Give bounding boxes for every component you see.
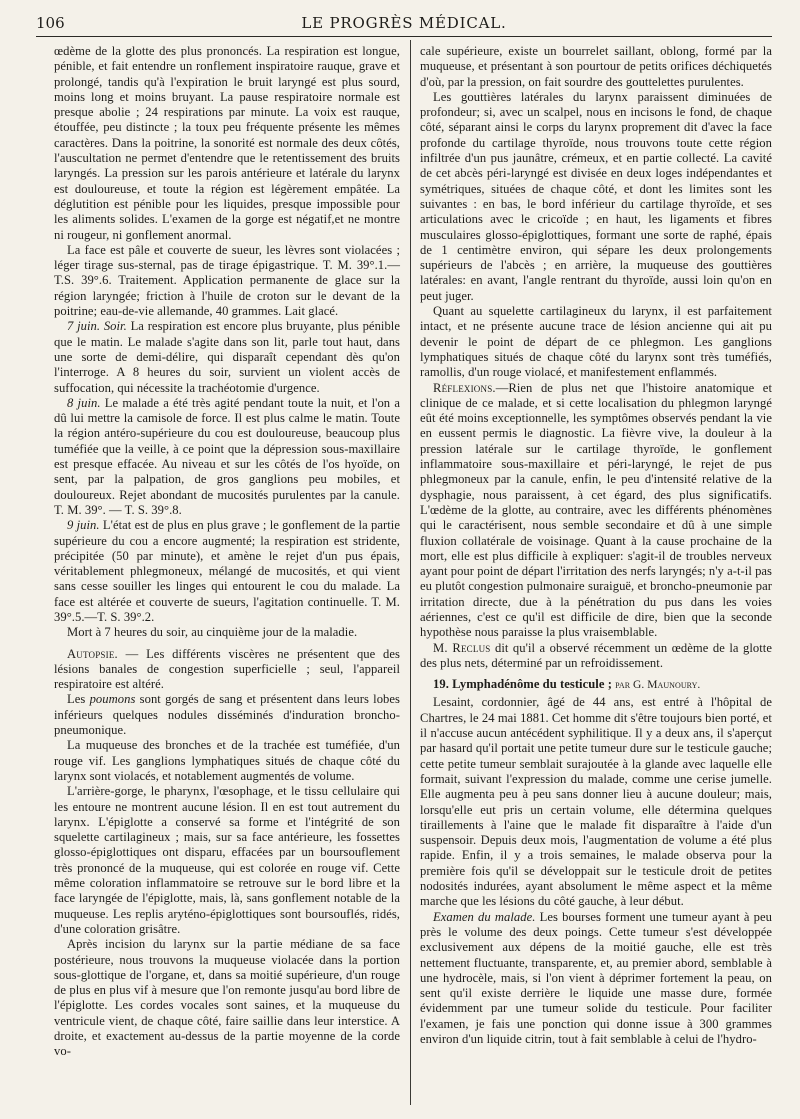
paragraph	[54, 518, 400, 625]
paragraph: Les gouttières latérales du larynx paraissent diminuées de profondeur; si, avec un scalpel, nous en incisons le fond, de chaque côté, séparant ainsi le corps du larynx proprement dit d'avec la face profonde du cartilage thyroïde, nous trouvons toute cette région infiltrée d'un pus jaunâtre, crémeux, et en partie collecté. La cavité de cet abcès péri-laryngé est divisée en deux loges indépendantes et symétriques, situées de chaque côté, et dont les limites sont les suivantes : en bas, le bord inférieur du cartilage thyroïde, et ses articulations avec le cricoïde ; en haut, les ligaments et fibres musculaires glosso-épiglottiques, formant une sorte de raphé, épais de 1 centimètre environ, qui sépare les deux prolongements supérieurs de l'abcès ; en arrière, la muqueuse des gouttières latérales: en avant, l'angle rentrant du thyroïde, aussi loin qu'on en peut juger.	[420, 89, 772, 303]
paragraph-text: Le malade a été très agité pendant toute la nuit, et l'on a dû lui mettre la camisole de force. Il est plus calme le matin. Toute la région antéro-supérieure du cou est douloureuse, beaucoup plus tuméfiée que la veille, à ce point que la dépression sous-maxillaire est presque effacée. Au niveau et sur les côtés de l'os hyoïde, on sent, par la palpation, de gros ganglions peu mobiles, et douloureux. Rejet abondant de mucosités purulentes par la canule. T. M. 39°. — T. S. 39°.8.	[54, 395, 400, 517]
paragraph: La face est pâle et couverte de sueur, les lèvres sont violacées ; léger tirage sus-sternal, pas de tirage épigastrique. T. M. 39°.1.—T.S. 39°.6. Traitement. Application permanente de glace sur la région laryngée; friction à l'huile de croton sur le devant de la poitrine; eau-de-vie allemande, 40 grammes. Lait glacé.	[54, 242, 400, 319]
running-head	[36, 12, 772, 34]
journal-title: LE PROGRÈS MÉDICAL.	[301, 14, 507, 32]
paragraph: Quant au squelette cartilagineux du larynx, il est parfaitement intact, et ne présente aucune trace de lésion ancienne qui ait pu devenir le point de départ de ce phlegmon. Les ganglions lymphatiques situés de chaque côté du larynx sont très tuméfiés, ramollis, d'un rouge violacé, et manifestement enflammés.	[420, 304, 772, 380]
section-number: 19.	[433, 677, 449, 692]
paragraph-text: dit qu'il a observé récemment un œdème de la glotte des plus nets, déterminé par un refroidissement.	[420, 640, 772, 670]
paragraph	[420, 641, 772, 672]
date-label: 8 juin.	[67, 395, 101, 410]
section-author: par G. Maunoury.	[615, 679, 701, 692]
paragraph	[54, 647, 400, 693]
paragraph	[54, 396, 400, 518]
paragraph: La muqueuse des bronches et de la trachée est tuméfiée, d'un rouge vif. Les ganglions lymphatiques situés de chaque côté du larynx sont violacés, et notablement augmentés de volume.	[54, 738, 400, 783]
page-number: 106	[36, 14, 65, 32]
paragraph: œdème de la glotte des plus prononcés. La respiration est longue, pénible, et fait entendre un ronflement inspiratoire rauque, grave et prolongé, tandis qu'à l'expiration le bruit laryngé est plus sourd, moins long et moins bruyant. La pause respiratoire normale est presque abolie ; 24 respirations par minute. La voix est rauque, étouffée, peu distincte ; la toux peu fréquente présente les mêmes caractères. Dans la poitrine, la sonorité est normale des deux côtés, l'auscultation ne permet d'entendre que le retentissement des bruits laryngés. La pression sur les parois antérieure et latérale du larynx est douloureuse, et toute la région est légèrement empâtée. La déglutition est pénible pour les liquides, presque impossible pour les aliments solides. L'examen de la gorge est négatif,et ne montre ni rougeur, ni gonflement anormal.	[54, 44, 400, 242]
paragraph: L'arrière-gorge, le pharynx, l'œsophage, et le tissu cellulaire qui les entoure ne montrent aucune lésion. Il en est tout autrement du larynx. L'épiglotte a conservé sa forme et l'intégrité de son squelette cartilagineux ; mais, sur sa face antérieure, les fossettes glosso-épiglottiques ont disparu, effacées par un boursouflement très prononcé de la muqueuse, qui est colorée en rouge vif. Cette même coloration inflammatoire se retrouve sur le bord libre et la face laryngée de l'épiglotte, mais, là, sans gonflement notable de la muqueuse. Les replis aryténo-épiglottiques sont boursouflés, ridés, d'une coloration grisâtre.	[54, 784, 400, 936]
paragraph-text: sont gorgés de sang et présentent dans leurs lobes inférieurs quelques nodules disséminés d'induration broncho-pneumonique.	[54, 692, 400, 738]
paragraph-text: —Rien de plus net que l'histoire anatomique et clinique de ce malade, et si cette localisation du phlegmon laryngé eût été moins exceptionnelle, les symptômes observés pendant la vie en eussent permis le diagnostic. La fièvre vive, la douleur à la pression latérale sur le cartilage thyroïde, le gonflement inflammatoire sous-maxillaire et péri-laryngé, le rejet de pus phlegmoneux par la canule, enfin, le peu d'intensité relative de la dysphagie, nous paraissent, à cet égard, des plus significatifs. L'œdème de la glotte, au contraire, avec les différents phénomènes qui le caractérisent, nous semble secondaire et dû à une simple fluxion collatérale de voisinage. Quant à la cause prochaine de la mort, elle est plus difficile à expliquer: s'agit-il de troubles nerveux ayant pour point de départ l'irritation des nerfs laryngés; n'y a-t-il pas eu plutôt congestion pulmonaire suraiguë, et broncho-pneumonie par irritation directe, due à la pénétration du pus dans les voies aériennes, c'est ce qu'il est difficile de dire, bien que la seconde hypothèse nous paraisse la plus vraisemblable.	[420, 380, 773, 640]
paragraph	[54, 319, 400, 395]
paragraph: Mort à 7 heures du soir, au cinquième jour de la maladie.	[67, 625, 358, 640]
paragraph	[420, 910, 772, 1048]
paragraph-text: L'état est de plus en plus grave ; le gonflement de la partie supérieure du cou a encore augmenté; la respiration est stridente, précipitée (50 par minute), et amène le rejet d'un pus épais, véritablement phlegmoneux, mélangé de mucosités, et qui vient sans cesse souiller les linges qui entourent le cou du malade. La face est altérée et couverte de sueurs, l'agitation continuelle. T. M. 39°.5.—T. S. 39°.2.	[54, 518, 400, 624]
paragraph: Après incision du larynx sur la partie médiane de sa face postérieure, nous trouvons la muqueuse violacée dans la portion sous-glottique de l'organe, et, dans sa moitié supérieure, d'un rouge de plus en plus vif à mesure que l'on remonte jusqu'au bord libre de l'épiglotte. Les cordes vocales sont saines, et la muqueuse du ventricule vient, de chaque côté, faire saillie dans leur interstice. A droite, et exactement au-dessus de la partie moyenne de la corde vo-	[54, 937, 400, 1059]
paragraph-text: — Les différents viscères ne présentent que des lésions banales de congestion superficielle ; seul, l'appareil respiratoire est altéré.	[54, 646, 400, 692]
section-title: Lymphadénôme du testicule ;	[448, 677, 616, 692]
section-heading	[420, 677, 772, 693]
speaker-label: M. Reclus	[433, 640, 491, 655]
left-column	[54, 44, 400, 1060]
reflections-label: Réflexions.	[433, 380, 496, 395]
date-label: 9 juin.	[67, 518, 100, 533]
autopsy-label: Autopsie.	[67, 646, 118, 661]
subheading-label: Examen du malade.	[433, 909, 536, 924]
paragraph	[420, 381, 772, 641]
paragraph: Lesaint, cordonnier, âgé de 44 ans, est entré à l'hôpital de Chartres, le 24 mai 1881. Cet homme dit s'être toujours bien porté, et il n'accuse aucun antécédent syphilitique. Il y a deux ans, il s'aperçut par hasard qu'il portait une petite tumeur dure sur le testicule gauche; cette petite tumeur semblait surajoutée à la glande avec laquelle elle formait, suivant l'expression du malade, comme une cerise jumelle. Elle augmenta peu à peu sans donner lieu à aucune douleur; mais, lorsqu'elle eut pris un certain volume, elle détermina quelques tiraillements à l'aine que le malade fit disparaître à l'aide d'un suspensoir. Depuis deux mois, l'augmentation de volume a été plus rapide. Enfin, il y a trois semaines, le malade observa pour la première fois qu'il se développait sur le testicule droit de petites nodosités indurées, ayant absolument le même aspect et la même marche que les lésions du côté gauche, à leur début.	[420, 695, 772, 909]
paragraph-text: La respiration est encore plus bruyante, plus pénible que le matin. Le malade s'agite dans son lit, parle tout haut, dans une sorte de demi-délire, qui disparaît cependant dès qu'on l'interroge. A 8 heures du soir, survient un violent accès de suffocation, qui nécessite la trachéotomie d'urgence.	[54, 319, 401, 395]
date-label: 7 juin. Soir.	[67, 319, 127, 334]
paragraph: cale supérieure, existe un bourrelet saillant, oblong, formé par la muqueuse, et présentant à son pourtour de petits orifices déchiquetés d'où, par la pression, on fait sourdre des gouttelettes purulentes.	[420, 44, 772, 89]
paragraph	[54, 692, 400, 738]
column-divider	[410, 40, 411, 1105]
right-column	[420, 44, 772, 1047]
header-rule	[36, 36, 772, 37]
paragraph-text: Les bourses forment une tumeur ayant à peu près le volume des deux poings. Cette tumeur s'est développée exclusivement aux dépens de la moitié gauche, elle est très nettement fluctuante, transparente, et, au premier abord, semblable à une hydrocèle, mais, si l'on vient à déprimer fortement la peau, on sent qu'il existe derrière le liquide une masse dure, formée évidemment par une tumeur solide du testicule. Pour faciliter l'examen, je fais une ponction qui donne issue à 300 grammes environ d'un liquide citrin, tout à fait semblable à celui de l'hydro-	[420, 909, 772, 1046]
paragraph-text: Les	[67, 692, 90, 707]
emphasis: poumons	[89, 692, 136, 707]
